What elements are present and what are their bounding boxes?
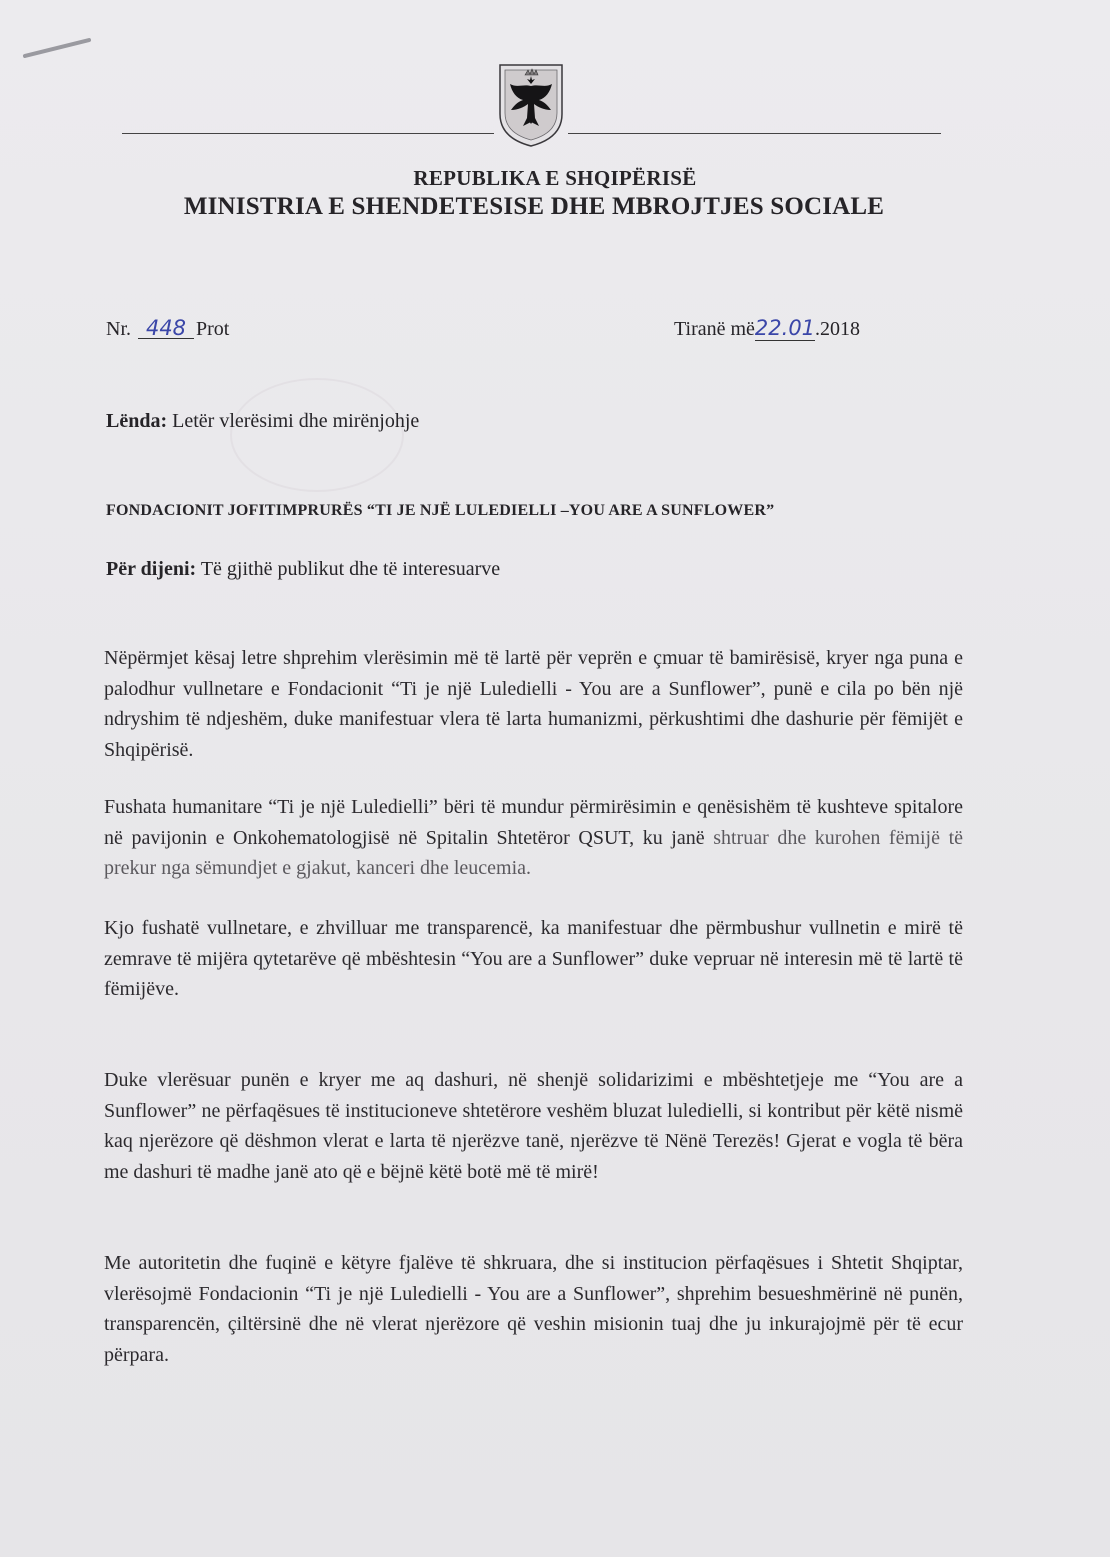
nr-handwritten-value: 448: [138, 318, 194, 339]
fyi-line: [106, 558, 500, 581]
prot-label: Prot: [196, 318, 230, 340]
subject-text: Letër vlerësimi dhe mirënjohje: [172, 410, 420, 432]
albanian-coat-of-arms-icon: [497, 62, 565, 148]
body-paragraph-4: Duke vlerësuar punën e kryer me aq dashuri, në shenjë solidarizimi e mbështetjeje me “You are a Sunflower” ne përfaqësues të institucioneve shtetërore veshëm bluzat luledielli, si kontribut për këtë nismë kaq njerëzore që dëshmon vlerat e larta të njerëzve tanë, njerëzve të Nënë Terezës! Gjerat e vogla të bëra me dashuri të madhe janë ato që e bëjnë këtë botë më të mirë!: [104, 1069, 963, 1183]
body-paragraph-3: Kjo fushatë vullnetare, e zhvilluar me transparencë, ka manifestuar dhe përmbushur vullnetin e mirë të zemrave të mijëra qytetarëve që mbështesin “You are a Sunflower” duke vepruar në interesin më të lartë të fëmijëve.: [104, 917, 963, 1000]
place-and-date: [674, 318, 860, 341]
body-paragraph-2-main: Fushata humanitare “Ti je një Luledielli” bëri të mundur përmirësimin e qenësishëm të kushteve spitalore në pavijonin e Onkohematologjisë në Spitalin Shtetëror QSUT, ku janë: [104, 796, 963, 849]
header-rule-right: [568, 133, 941, 134]
place-label: Tiranë më: [674, 318, 755, 340]
fyi-label: Për dijeni:: [106, 558, 197, 580]
fyi-text: Të gjithë publikut dhe të interesuarve: [200, 558, 501, 580]
faint-stamp-impression: [230, 378, 404, 492]
body-paragraph-1: Nëpërmjet kësaj letre shprehim vlerësimin më të lartë për veprën e çmuar të bamirësisë, kryer nga puna e palodhur vullnetare e Fondacionit “Ti je një Luledielli - You are a Sunflower”, punë e cila po bën një ndryshim të ndjeshëm, duke manifestuar vlera të larta humanizmi, përkushtimi dhe dashurie për fëmijët e Shqipërisë.: [104, 647, 963, 761]
ministry-heading: MINISTRIA E SHENDETESISE DHE MBROJTJES SOCIALE: [183, 193, 885, 220]
nr-label: Nr.: [106, 318, 131, 340]
header-rule-left: [122, 133, 494, 134]
body-paragraph-5: Me autoritetin dhe fuqinë e këtyre fjalëve të shkruara, dhe si institucion përfaqësues i Shtetit Shqiptar, vlerësojmë Fondacionin “Ti je një Luledielli - You are a Sunflower”, shprehim besueshmërinë në punën, transparencën, çiltërsinë dhe në vlerat njerëzore që veshin misionin tuaj dhe ju inkurajojmë për të ecur përpara.: [104, 1252, 963, 1366]
subject-line: [106, 410, 419, 433]
republic-heading: REPUBLIKA E SHQIPËRISË: [413, 166, 697, 190]
body-paragraph-2: [104, 792, 963, 884]
date-year: .2018: [815, 318, 861, 340]
protocol-number: [106, 318, 229, 341]
date-handwritten: 22.01: [754, 316, 816, 340]
body-paragraph-2-faded: shtruar dhe kurohen fëmijë të prekur nga sëmundjet e gjakut, kanceri dhe leucemia.: [104, 826, 964, 879]
staple-icon: [23, 38, 92, 59]
recipient-line: FONDACIONIT JOFITIMPRURËS “TI JE NJË LULEDIELLI –YOU ARE A SUNFLOWER”: [106, 502, 775, 519]
subject-label: Lënda:: [106, 410, 168, 432]
